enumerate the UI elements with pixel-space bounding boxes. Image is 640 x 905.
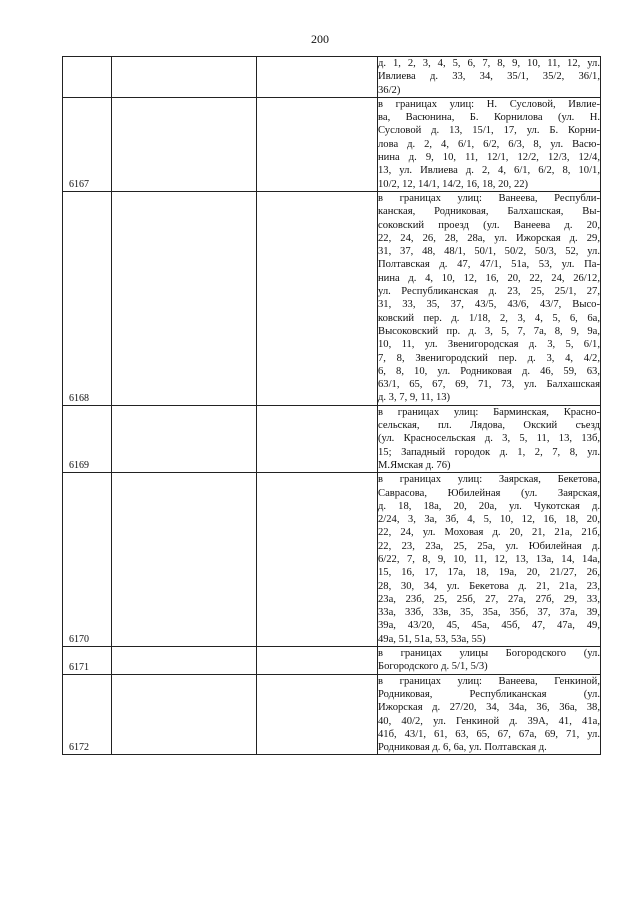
table-row <box>63 647 601 675</box>
address-line: 41б, 43/1, 61, 63, 65, 67, 67а, 69, 71, ул. <box>378 728 600 740</box>
address-line: 33а, 33б, 33в, 35, 35а, 35б, 37, 37а, 39, <box>378 607 600 619</box>
district-boundaries <box>378 97 601 191</box>
address-line: Саврасова, Юбилейная (ул. Заярская, <box>378 487 600 499</box>
district-number: 6168 <box>63 191 112 405</box>
address-line: Родниковая д. 6, 6а, ул. Полтавская д. <box>378 742 547 754</box>
empty-cell <box>112 191 257 405</box>
address-line: 13, ул. Ивлиева д. 2, 4, 6/1, 6/2, 8, 10/1, <box>378 165 600 177</box>
district-boundaries <box>378 191 601 405</box>
address-line: в границах улицы Богородского (ул. <box>378 648 600 660</box>
address-line: Родниковая, Республиканская (ул. <box>378 688 600 700</box>
table-row <box>63 405 601 472</box>
district-number: 6171 <box>63 647 112 675</box>
table-row <box>63 57 601 98</box>
address-line: сельская, пл. Лядова, Окский съезд <box>378 420 600 432</box>
empty-cell <box>112 674 257 755</box>
address-line: соковский проезд (ул. Ванеева д. 20, <box>378 219 600 231</box>
table-row <box>63 97 601 191</box>
empty-cell <box>257 97 378 191</box>
address-line: 22, 23, 23а, 25, 25а, ул. Юбилейная д. <box>378 540 600 552</box>
page-number: 200 <box>311 32 329 46</box>
empty-cell <box>257 191 378 405</box>
address-line: 6, 8, 10, ул. Родниковая д. 46, 59, 63, <box>378 365 600 377</box>
address-line: в границах улиц: Заярская, Бекетова, <box>378 474 600 486</box>
address-line: 23а, 23б, 25, 25б, 27, 27а, 27б, 29, 33, <box>378 593 600 605</box>
address-line: 31, 37, 48, 48/1, 50/1, 50/2, 50/3, 52, ул. <box>378 246 600 258</box>
address-line: 10/2, 12, 14/1, 14/2, 16, 18, 20, 22) <box>378 178 529 190</box>
district-number: 6170 <box>63 473 112 647</box>
table-row <box>63 674 601 755</box>
address-line: лова д. 2, 4, 6/1, 6/2, 6/3, 8, ул. Васю- <box>378 138 600 150</box>
address-line: (ул. Красносельская д. 3, 5, 11, 13, 13б, <box>378 433 600 445</box>
district-boundaries <box>378 57 601 98</box>
address-line: 28, 30, 34, ул. Бекетова д. 21, 21а, 23, <box>378 580 600 592</box>
address-line: д. 3, 7, 9, 11, 13) <box>378 392 451 404</box>
address-line: 39а, 43/20, 45, 45а, 45б, 47, 47а, 49, <box>378 620 600 632</box>
address-line: канская, Родниковая, Балхашская, Вы- <box>378 206 600 218</box>
address-line: ул. Республиканская д. 23, 25, 25/1, 27, <box>378 286 600 298</box>
address-line: 22, 24, 26, 28, 28а, ул. Ижорская д. 29, <box>378 232 600 244</box>
empty-cell <box>257 57 378 98</box>
address-line: М.Ямская д. 76) <box>378 459 451 471</box>
address-line: 6/22, 7, 8, 9, 10, 11, 12, 13, 13а, 14, 14а, <box>378 553 600 565</box>
district-boundaries <box>378 473 601 647</box>
empty-cell <box>112 473 257 647</box>
address-line: в границах улиц: Ванеева, Республи- <box>378 192 600 204</box>
address-line: д. 18, 18а, 20, 20а, ул. Чукотская д. <box>378 500 600 512</box>
district-number: 6167 <box>63 97 112 191</box>
address-line: Полтавская д. 47, 47/1, 51а, 53, ул. Па- <box>378 259 600 271</box>
address-line: 15; Западный городок д. 1, 2, 7, 8, ул. <box>378 446 600 458</box>
address-line: Высоковский пр. д. 3, 5, 7, 7а, 8, 9, 9а, <box>378 325 600 337</box>
address-line: д. 1, 2, 3, 4, 5, 6, 7, 8, 9, 10, 11, 12, ул. <box>378 58 600 69</box>
address-line: нина д. 4, 10, 12, 16, 20, 22, 24, 26/12, <box>378 272 600 284</box>
empty-cell <box>257 473 378 647</box>
address-line: ковский пер. д. 1/18, 2, 3, 4, 5, 6, 6а, <box>378 312 600 324</box>
address-line: в границах улиц: Ванеева, Генкиной, <box>378 675 600 687</box>
address-line: в границах улиц: Н. Сусловой, Ивлие- <box>378 98 600 110</box>
empty-cell <box>112 97 257 191</box>
address-line: 2/24, 3, 3а, 3б, 4, 5, 10, 12, 16, 18, 20, <box>378 514 600 526</box>
address-line: 36/2) <box>378 84 401 96</box>
address-line: нина д. 9, 10, 11, 12/1, 12/2, 12/3, 12/4, <box>378 152 600 164</box>
polling-districts-table <box>62 56 601 755</box>
address-line: ва, Васюнина, Б. Корнилова (ул. Н. <box>378 112 600 124</box>
empty-cell <box>257 674 378 755</box>
empty-cell <box>112 405 257 472</box>
address-line: 49а, 51, 51а, 53, 53а, 55) <box>378 633 486 645</box>
address-line: 15, 16, 17, 17а, 18, 19а, 20, 21/27, 26, <box>378 567 600 579</box>
address-line: 63/1, 65, 67, 69, 71, 73, ул. Балхашская <box>378 379 600 391</box>
table-row <box>63 473 601 647</box>
table-row <box>63 191 601 405</box>
address-line: в границах улиц: Барминская, Красно- <box>378 406 600 418</box>
district-number: 6172 <box>63 674 112 755</box>
district-boundaries <box>378 405 601 472</box>
district-boundaries <box>378 647 601 675</box>
table-body <box>63 57 601 755</box>
address-line: 40, 40/2, ул. Генкиной д. 39А, 41, 41а, <box>378 715 600 727</box>
district-number: 6169 <box>63 405 112 472</box>
address-line: Богородского д. 5/1, 5/3) <box>378 661 488 673</box>
address-line: Ивлиева д. 33, 34, 35/1, 35/2, 36/1, <box>378 71 600 83</box>
empty-cell <box>257 405 378 472</box>
address-line: Сусловой д. 13, 15/1, 17, ул. Б. Корни- <box>378 125 600 137</box>
district-number <box>63 57 112 98</box>
empty-cell <box>112 647 257 675</box>
address-line: 22, 24, ул. Моховая д. 20, 21, 21а, 21б, <box>378 527 600 539</box>
address-line: 10, 11, ул. Звенигородская д. 3, 5, 6/1, <box>378 339 600 351</box>
address-line: Ижорская д. 27/20, 34, 34а, 36, 36а, 38, <box>378 702 600 714</box>
district-boundaries <box>378 674 601 755</box>
empty-cell <box>257 647 378 675</box>
address-line: 31, 33, 35, 37, 43/5, 43/6, 43/7, Высо- <box>378 299 600 311</box>
empty-cell <box>112 57 257 98</box>
address-line: 7, 8, Звенигородский пер. д. 3, 4, 4/2, <box>378 352 600 364</box>
